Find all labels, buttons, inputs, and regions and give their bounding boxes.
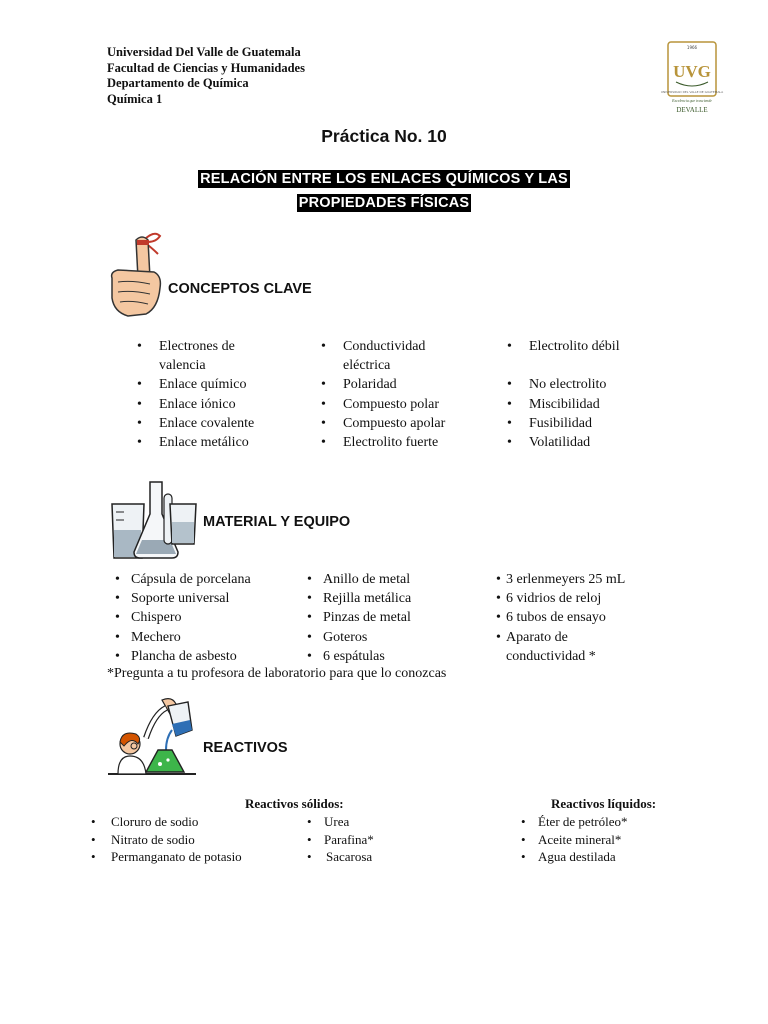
- list-item: • Rejilla metálica: [307, 589, 477, 608]
- list-item: • Chispero: [115, 608, 295, 627]
- header-department: Departamento de Química: [107, 76, 249, 90]
- list-item: • Miscibilidad: [507, 395, 657, 414]
- header-faculty: Facultad de Ciencias y Humanidades: [107, 60, 305, 75]
- reactivos-heading: REACTIVOS: [203, 740, 288, 756]
- list-item: • Permanganato de potasio: [91, 848, 242, 866]
- list-item: • Anillo de metal: [307, 570, 477, 589]
- header-university: Universidad Del Valle de Guatemala: [107, 45, 301, 59]
- list-item: • Cápsula de porcelana: [115, 570, 295, 589]
- conceptos-heading: CONCEPTOS CLAVE: [168, 281, 312, 297]
- reactivos-solidos-heading: Reactivos sólidos:: [245, 796, 344, 811]
- banner-line-1: RELACIÓN ENTRE LOS ENLACES QUÍMICOS Y LAS: [200, 171, 568, 187]
- material-col-2: [307, 570, 477, 666]
- institution-header: [107, 45, 305, 107]
- conceptos-col-3: [507, 337, 657, 452]
- list-item: • Electrolito fuerte: [321, 433, 471, 452]
- list-item: • No electrolito: [507, 375, 657, 394]
- material-col-1: [115, 570, 295, 666]
- material-col-3: [496, 570, 666, 666]
- list-item: • Goteros: [307, 628, 477, 647]
- logo-year: 1966: [686, 45, 698, 50]
- reactivos-liquidos-heading: Reactivos líquidos:: [551, 796, 657, 811]
- list-item: • 6 vidrios de reloj: [496, 589, 666, 608]
- banner-line-2: PROPIEDADES FÍSICAS: [298, 195, 470, 211]
- list-item: • Conductividad eléctrica: [321, 337, 471, 375]
- list-item: • Enlace covalente: [137, 414, 277, 433]
- list-item: • Fusibilidad: [507, 414, 657, 433]
- list-item: • Parafina*: [307, 831, 374, 849]
- list-item: • Éter de petróleo*: [521, 813, 628, 831]
- list-item: • Compuesto apolar: [321, 414, 471, 433]
- list-item: • Aparato de conductividad *: [496, 628, 626, 666]
- list-item: • Plancha de asbesto: [115, 647, 295, 666]
- logo-tagline: Excelencia que trasciende: [672, 99, 712, 103]
- list-item: • Polaridad: [321, 375, 471, 394]
- list-item: • Sacarosa: [307, 848, 374, 866]
- list-item: • Compuesto polar: [321, 395, 471, 414]
- logo-initials: UVG: [673, 62, 711, 81]
- banner-line-1-wrap: [0, 171, 768, 187]
- reactivos-solidos-col-2: [307, 813, 374, 866]
- list-item: • Enlace iónico: [137, 395, 277, 414]
- list-item: • Enlace químico: [137, 375, 277, 394]
- finger-ribbon-icon: [106, 226, 168, 322]
- scientist-pouring-icon: [106, 694, 200, 778]
- list-item: • Enlace metálico: [137, 433, 277, 452]
- list-item: • 3 erlenmeyers 25 mL: [496, 570, 666, 589]
- reactivos-solidos-col-1: [91, 813, 242, 866]
- conceptos-col-1: [137, 337, 277, 452]
- page-title: Práctica No. 10: [321, 126, 447, 146]
- list-item: • Electrones de valencia: [137, 337, 277, 375]
- header-course: Química 1: [107, 91, 163, 106]
- list-item: • Nitrato de sodio: [91, 831, 242, 849]
- list-item: • Mechero: [115, 628, 295, 647]
- banner-line-2-wrap: [0, 195, 768, 211]
- list-item: • 6 espátulas: [307, 647, 477, 666]
- list-item: • 6 tubos de ensayo: [496, 608, 666, 627]
- logo-ring-text: UNIVERSIDAD DEL VALLE DE GUATEMALA: [660, 90, 724, 94]
- reactivos-liquidos-col: [521, 813, 628, 866]
- conceptos-col-2: [321, 337, 471, 452]
- list-item: • Pinzas de metal: [307, 608, 477, 627]
- material-heading: MATERIAL Y EQUIPO: [203, 514, 351, 530]
- list-item: • Volatilidad: [507, 433, 657, 452]
- list-item: • Agua destilada: [521, 848, 628, 866]
- lab-glassware-icon: [106, 480, 200, 562]
- material-note: *Pregunta a tu profesora de laboratorio para que lo conozcas: [107, 666, 447, 681]
- list-item: • Aceite mineral*: [521, 831, 628, 849]
- uvg-logo: [660, 40, 724, 118]
- list-item: • Soporte universal: [115, 589, 295, 608]
- logo-brand: DEVALLE: [676, 106, 708, 114]
- list-item: • Cloruro de sodio: [91, 813, 242, 831]
- list-item: • Electrolito débil: [507, 337, 657, 356]
- list-item: • Urea: [307, 813, 374, 831]
